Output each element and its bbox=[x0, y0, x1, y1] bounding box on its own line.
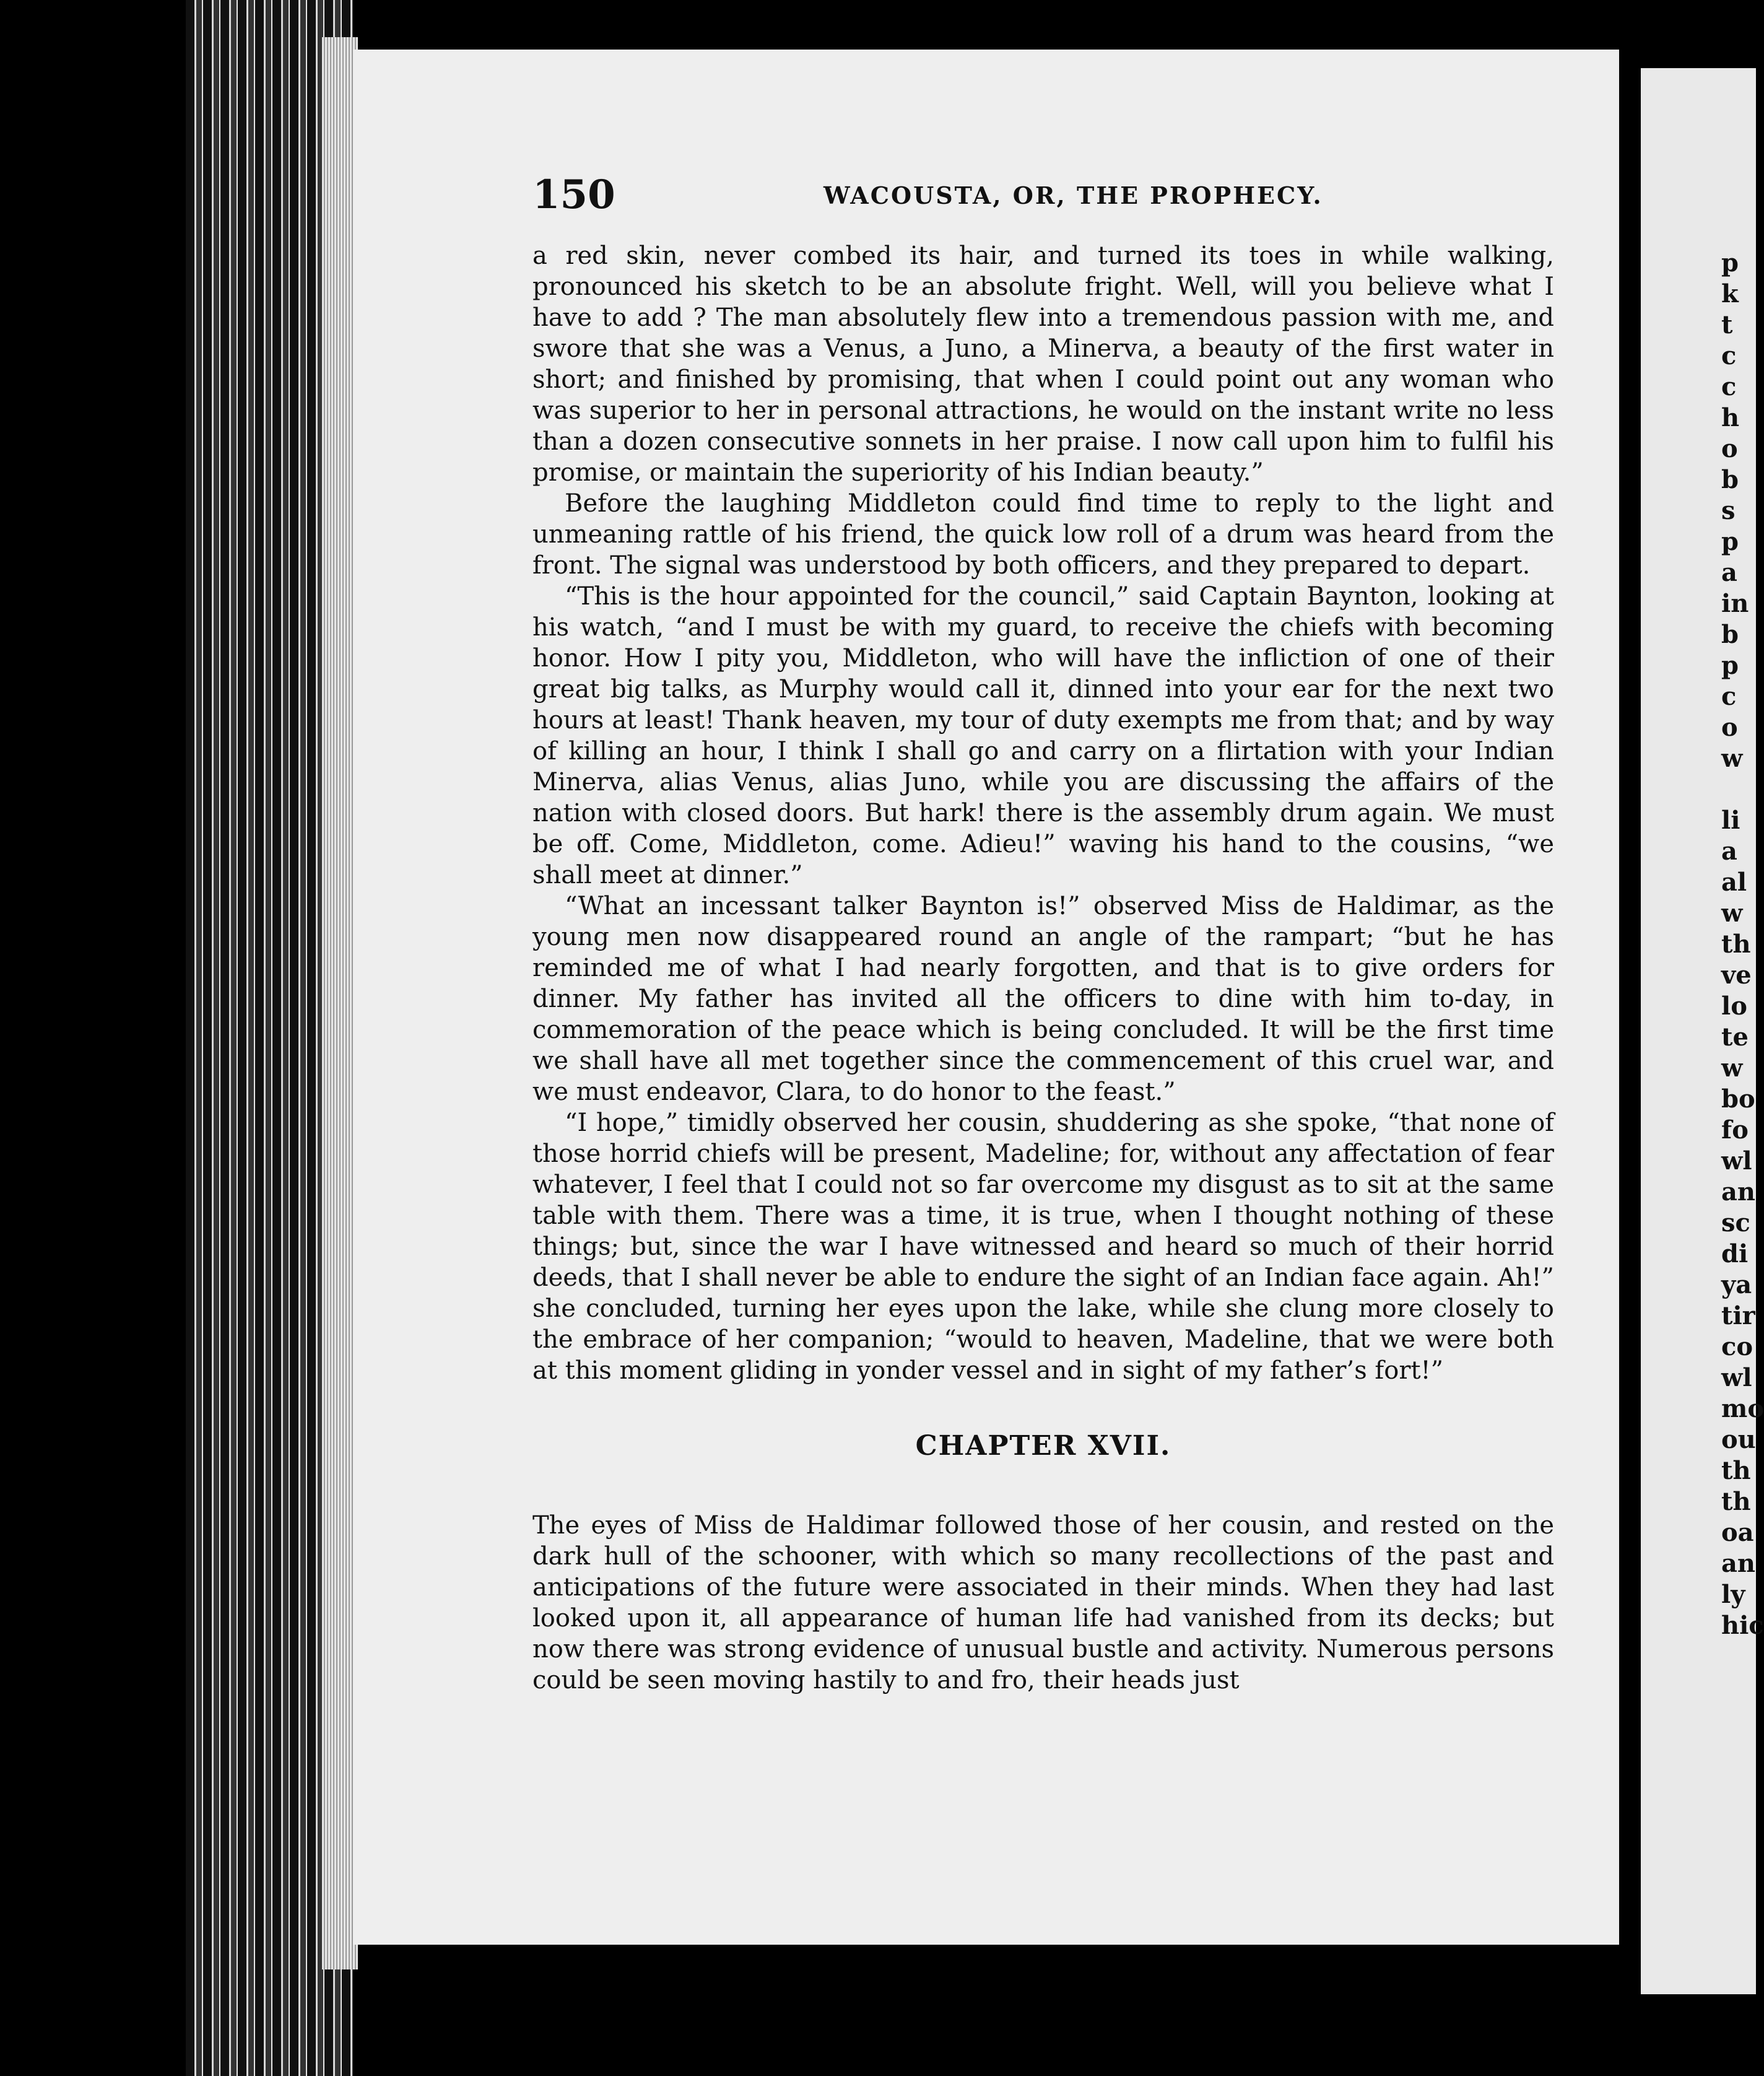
facing-page-fragment: di bbox=[1721, 1239, 1749, 1268]
facing-page-fragment: ou bbox=[1721, 1425, 1756, 1454]
facing-page-fragment: tir bbox=[1721, 1301, 1755, 1330]
paragraph: a red skin, never combed its hair, and turned its toes in while walking, pronounced his sketch to be an absolute fright. Well, will you believe what I have to add ? The man absolutely flew into a tremendous passion with me, and swore that she was a Venus, a Juno, a Minerva, a beauty of the first water in short; and finished by promising, that when I could point out any woman who was superior to her in personal attractions, he would on the instant write no less than a dozen consecutive sonnets in her praise. I now call upon him to fulfil his promise, or maintain the superiority of his Indian beauty.” bbox=[532, 242, 1554, 487]
page-number: 150 bbox=[532, 172, 615, 218]
facing-page-fragment: sc bbox=[1721, 1208, 1750, 1237]
facing-page-fragment: c bbox=[1721, 341, 1737, 370]
facing-page-fragment: ve bbox=[1721, 961, 1752, 990]
facing-page-fragment: th bbox=[1721, 930, 1751, 959]
running-head: WACOUSTA, OR, THE PROPHECY. bbox=[823, 181, 1323, 209]
facing-page-fragment bbox=[1721, 774, 1756, 805]
facing-page-fragment: ya bbox=[1721, 1270, 1752, 1299]
facing-page-fragment: oa bbox=[1721, 1518, 1754, 1547]
facing-page-text-fragments bbox=[1721, 248, 1764, 1641]
paragraph: “I hope,” timidly observed her cousin, shuddering as she spoke, “that none of those horrid chiefs will be present, Madeline; for, without any affectation of fear whatever, I feel that I could not so far overcome my disgust as to sit at the same table with them. There was a time, it is true, when I thought nothing of these things; but, since the war I have witnessed and heard so much of their horrid deeds, that I shall never be able to endure the sight of an Indian face again. Ah!” she concluded, turning her eyes upon the lake, while she clung more closely to the embrace of her companion; “would to heaven, Madeline, that we were both at this moment gliding in yonder vessel and in sight of my father’s fort!” bbox=[532, 1109, 1554, 1385]
facing-page-fragment: p bbox=[1721, 651, 1739, 680]
facing-page-fragment: al bbox=[1721, 868, 1747, 897]
facing-page-fragment: co bbox=[1721, 1332, 1753, 1361]
facing-page-fragment: a bbox=[1721, 837, 1737, 866]
facing-page-fragment: o bbox=[1721, 713, 1738, 742]
paragraph: “What an incessant talker Baynton is!” observed Miss de Haldimar, as the young men now disappeared round an angle of the rampart; “but he has reminded me of what I had nearly forgotten, and that is to give orders for dinner. My father has invited all the officers to dine with him to-day, in commemoration of the peace which is being concluded. It will be the first time we shall have all met together since the commencement of this cruel war, and we must endeavor, Clara, to do honor to the feast.” bbox=[532, 892, 1554, 1106]
facing-page-fragment: o bbox=[1721, 434, 1738, 463]
facing-page-fragment: c bbox=[1721, 682, 1737, 711]
facing-page-fragment: a bbox=[1721, 558, 1737, 587]
facing-page-fragment: h bbox=[1721, 403, 1740, 432]
facing-page-fragment: c bbox=[1721, 372, 1737, 401]
facing-page-fragment: fo bbox=[1721, 1115, 1749, 1145]
facing-page-fragment: lo bbox=[1721, 992, 1747, 1021]
facing-page-fragment: th bbox=[1721, 1456, 1751, 1485]
chapter-paragraph: The eyes of Miss de Haldimar followed those of her cousin, and rested on the dark hull of the schooner, with which so many recollections of the past and anticipations of the future were associated in their minds. When they had last looked upon it, all appearance of human life had vanished from its decks; but now there was strong evidence of unusual bustle and activity. Numerous persons could be seen moving hastily to and fro, their heads just bbox=[532, 1511, 1554, 1694]
facing-page-fragment: bo bbox=[1721, 1084, 1755, 1114]
facing-page-fragment: ly bbox=[1721, 1580, 1745, 1609]
facing-page-fragment: th bbox=[1721, 1487, 1751, 1516]
chapter-heading: CHAPTER XVII. bbox=[915, 1430, 1171, 1462]
paragraph: Before the laughing Middleton could find time to reply to the light and unmeaning rattle of his friend, the quick low roll of a drum was heard from the front. The signal was understood by both officers, and they prepared to depart. bbox=[532, 489, 1554, 580]
facing-page-fragment: b bbox=[1721, 620, 1739, 649]
page-body bbox=[532, 240, 1554, 1696]
facing-page-fragment: w bbox=[1721, 899, 1743, 928]
paragraph: “This is the hour appointed for the council,” said Captain Baynton, looking at his watch, “and I must be with my guard, to receive the chiefs with becoming honor. How I pity you, Middleton, who will have the infliction of one of their great big talks, as Murphy would call it, dinned into your ear for the next two hours at least! Thank heaven, my tour of duty exempts me from that; and by way of killing an hour, I think I shall go and carry on a flirtation with your Indian Minerva, alias Venus, alias Juno, while you are discussing the affairs of the nation with closed doors. But hark! there is the assembly drum again. We must be off. Come, Middleton, come. Adieu!” waving his hand to the cousins, “we shall meet at dinner.” bbox=[532, 582, 1554, 889]
facing-page-fragment: k bbox=[1721, 279, 1739, 308]
facing-page-fragment: p bbox=[1721, 248, 1739, 277]
facing-page-fragment: t bbox=[1721, 310, 1733, 339]
facing-page-fragment: in bbox=[1721, 589, 1749, 618]
facing-page-fragment: hic bbox=[1721, 1611, 1764, 1640]
facing-page-fragment: w bbox=[1721, 1053, 1743, 1083]
facing-page-fragment: mo bbox=[1721, 1394, 1764, 1423]
facing-page-fragment: wl bbox=[1721, 1363, 1752, 1392]
facing-page-fragment: te bbox=[1721, 1023, 1749, 1052]
facing-page-fragment: an bbox=[1721, 1549, 1755, 1578]
facing-page-fragment: b bbox=[1721, 465, 1739, 494]
facing-page-fragment: li bbox=[1721, 806, 1740, 835]
facing-page-fragment: w bbox=[1721, 744, 1743, 773]
facing-page-fragment: wl bbox=[1721, 1146, 1752, 1175]
page-header bbox=[532, 172, 1560, 218]
facing-page-fragment: p bbox=[1721, 527, 1739, 556]
facing-page-fragment: an bbox=[1721, 1177, 1755, 1206]
facing-page-fragment: s bbox=[1721, 496, 1736, 525]
